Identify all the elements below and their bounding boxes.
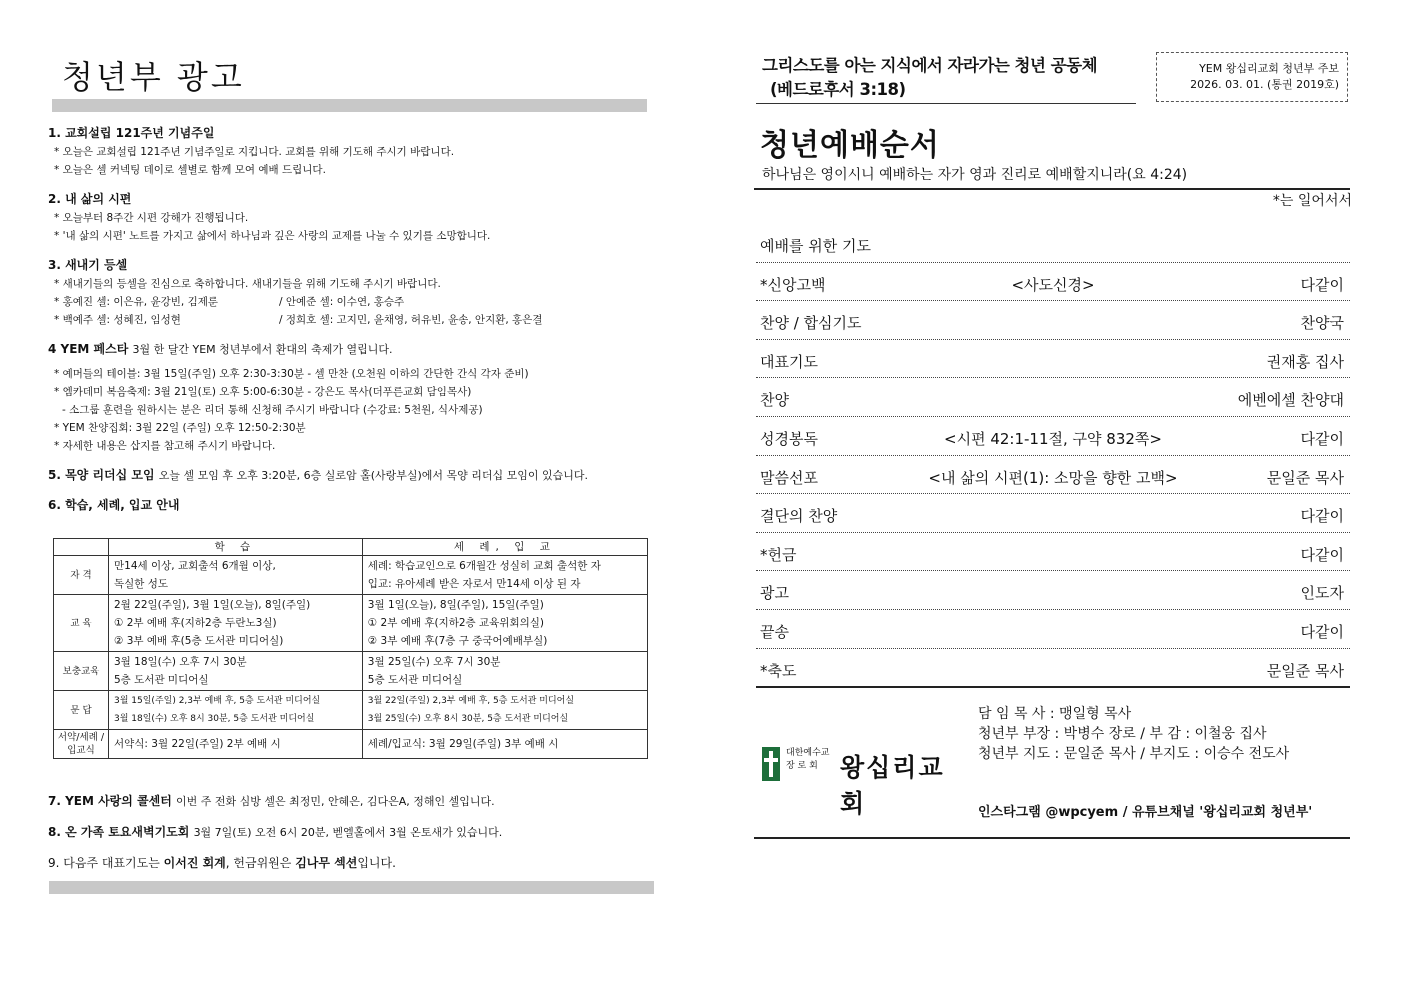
notice-item	[48, 256, 658, 329]
cell-baptism	[362, 730, 647, 759]
cell-line: ② 3부 예배 후(7층 구 중국어예배부실)	[367, 635, 548, 647]
slogan-text: 그리스도를 아는 지식에서 자라가는 청년 공동체	[762, 56, 1098, 75]
cell-learning	[109, 556, 363, 595]
order-item: 끝송	[760, 622, 789, 641]
notice-cell-pair	[48, 311, 658, 329]
staff-youth-head: 청년부 부장 : 박병수 장로 / 부 감 : 이철웅 집사	[978, 726, 1267, 742]
row-label: 자 격	[54, 556, 109, 595]
order-item: 말씀선포	[760, 468, 818, 487]
cell-learning	[109, 691, 363, 730]
logo-line-1: 대한예수교	[786, 748, 830, 758]
notice-title: 4 YEM 페스타	[48, 342, 129, 356]
notice-line: - 소그룹 훈련을 원하시는 분은 리더 통해 신청해 주시기 바랍니다 (수강료: 5천원, 식사제공)	[62, 404, 483, 416]
order-leader: 다같이	[1300, 545, 1344, 564]
stand-note: *는 일어서서	[1272, 193, 1352, 209]
notice-inline-text: 이번 주 전화 심방 셀은 최정민, 안혜은, 김다은A, 정해인 셀입니다.	[176, 795, 495, 808]
cell-baptism	[362, 691, 647, 730]
col-header-baptism: 세 례, 입 교	[362, 539, 647, 556]
table-row	[54, 652, 648, 691]
order-item: 찬양 / 합심기도	[760, 314, 862, 333]
order-verse: 하나님은 영이시니 예배하는 자가 영과 진리로 예배할지니라(요 4:24)	[762, 167, 1188, 183]
cell-line: 3월 1일(오늘), 8일(주일), 15일(주일)	[367, 599, 544, 611]
order-row	[756, 301, 1350, 340]
notice-title: 3. 새내기 등셀	[48, 258, 128, 272]
notice-9-pre: 9. 다음주 대표기도는	[48, 856, 164, 870]
bulletin-name: YEM 왕십리교회 청년부 주보	[1199, 62, 1339, 75]
order-item: 결단의 찬양	[760, 507, 838, 526]
page-title: 청년부 광고	[62, 58, 245, 96]
table-row	[54, 730, 648, 759]
notice-item	[48, 190, 658, 245]
notice-heading	[48, 466, 658, 485]
order-item: *축도	[760, 661, 797, 680]
staff-youth-guide: 청년부 지도 : 문일준 목사 / 부지도 : 이승수 전도사	[978, 746, 1290, 762]
notice-heading	[48, 823, 658, 842]
notice-heading	[48, 496, 658, 515]
notice-item	[48, 496, 658, 515]
cell-learning	[109, 595, 363, 652]
cell-baptism	[362, 652, 647, 691]
row-label: 보충교육	[54, 652, 109, 691]
church-logo	[762, 744, 960, 818]
cell-line: 3월 18일(수) 오후 8시 30분, 5층 도서관 미디어실	[114, 714, 315, 724]
bottom-divider	[49, 881, 654, 894]
cell-member-left: * 백예주 셀: 성혜진, 임성현	[54, 314, 181, 326]
cell-line: 3월 18일(수) 오후 7시 30분	[114, 656, 247, 668]
order-row	[756, 649, 1350, 689]
table-row	[54, 595, 648, 652]
order-item: 대표기도	[760, 352, 818, 371]
cell-line: ① 2부 예배 후(지하2층 교육위회의실)	[367, 617, 544, 629]
notice-9	[48, 854, 396, 871]
order-row	[756, 263, 1350, 302]
cell-baptism	[362, 556, 647, 595]
order-row	[756, 378, 1350, 417]
order-row	[756, 610, 1350, 649]
notice-title: 1. 교회설립 121주년 기념주일	[48, 126, 215, 140]
logo-line-2: 장 로 회	[786, 761, 818, 771]
cell-line: ① 2부 예배 후(지하2층 두란노3실)	[114, 617, 277, 629]
cell-line: 독실한 성도	[114, 578, 169, 590]
table-row	[54, 556, 648, 595]
order-row	[756, 224, 1350, 263]
order-detail: <시편 42:1-11절, 구약 832쪽>	[944, 429, 1162, 448]
order-row	[756, 571, 1350, 610]
notice-line: * 자세한 내용은 삽지를 참고해 주시기 바랍니다.	[54, 440, 276, 452]
order-item: *헌금	[760, 545, 797, 564]
baptism-info-table	[53, 538, 648, 759]
logo-denomination	[786, 747, 829, 773]
notice-heading	[48, 190, 658, 209]
title-divider	[52, 99, 647, 112]
cell-member-left: * 홍예진 셀: 이은유, 윤강빈, 김제룬	[54, 296, 219, 308]
order-item: 찬양	[760, 391, 789, 410]
cell-line: 2월 22일(주일), 3월 1일(오늘), 8일(주일)	[114, 599, 311, 611]
order-leader: 다같이	[1300, 429, 1344, 448]
cell-member-right: / 안예준 셀: 이수연, 홍승주	[279, 296, 405, 308]
notice-item	[48, 466, 658, 485]
notices-after-list	[48, 792, 658, 854]
order-leader: 에벤에셀 찬양대	[1237, 391, 1344, 410]
table-header-row	[54, 539, 648, 556]
bottom-rule	[754, 837, 1350, 839]
row-label: 문 답	[54, 691, 109, 730]
notice-9-offering: 김나무 섹션	[295, 856, 358, 870]
notice-line: * 예머들의 테이블: 3월 15일(주일) 오후 2:30-3:30분 - 셀 만찬 (오천원 이하의 간단한 간식 각자 준비)	[54, 368, 529, 380]
notice-inline-text: 3월 한 달간 YEM 청년부에서 환대의 축제가 열립니다.	[132, 343, 393, 356]
cell-line: 세례/입교식: 3월 29일(주일) 3부 예배 시	[367, 738, 559, 750]
notice-inline-text: 3월 7일(토) 오전 6시 20분, 벧엘홀에서 3월 온토새가 있습니다.	[193, 826, 503, 839]
notice-item	[48, 124, 658, 179]
notice-cell-pair	[48, 293, 658, 311]
slogan	[762, 54, 1097, 102]
row-label: 교 육	[54, 595, 109, 652]
cell-learning	[109, 730, 363, 759]
notice-title: 2. 내 삶의 시편	[48, 192, 132, 206]
cell-line: 서약식: 3월 22일(주일) 2부 예배 시	[114, 738, 281, 750]
cell-member-right: / 정희호 셀: 고지민, 윤채영, 허유빈, 윤송, 안지환, 홍은결	[279, 314, 543, 326]
notice-line: * 오늘은 교회설립 121주년 기념주일로 지킵니다. 교회를 위해 기도해 주시기 바랍니다.	[54, 146, 455, 158]
notice-title: 7. YEM 사랑의 콜센터	[48, 794, 172, 808]
order-item: 광고	[760, 584, 789, 603]
notice-title: 6. 학습, 세례, 입교 안내	[48, 498, 180, 512]
notice-line: * 엠카데미 복음축제: 3월 21일(토) 오후 5:00-6:30분 - 강은도 목사(더푸른교회 담임목사)	[54, 386, 472, 398]
order-leader: 다같이	[1300, 507, 1344, 526]
notice-title: 8. 온 가족 토요새벽기도회	[48, 825, 190, 839]
cell-baptism	[362, 595, 647, 652]
notice-inline-text: 오늘 셀 모임 후 오후 3:20분, 6층 실로암 홀(사랑부실)에서 목양 리더십 모임이 있습니다.	[158, 469, 589, 482]
order-leader: 인도자	[1300, 584, 1344, 603]
order-row	[756, 494, 1350, 533]
logo-church-name: 왕십리교회	[840, 753, 945, 818]
notice-heading	[48, 340, 658, 359]
col-header-learning: 학 습	[109, 539, 363, 556]
order-leader: 권재홍 집사	[1266, 352, 1344, 371]
order-leader: 문일준 목사	[1266, 661, 1344, 680]
order-item: 성경봉독	[760, 429, 818, 448]
order-row	[756, 533, 1350, 572]
notice-line: * '내 삶의 시편' 노트를 가지고 삶에서 하나님과 깊은 사랑의 교제를 나눌 수 있기를 소망합니다.	[54, 230, 491, 242]
order-leader: 문일준 목사	[1266, 468, 1344, 487]
order-leader: 다같이	[1300, 622, 1344, 641]
order-item: 예배를 위한 기도	[760, 237, 871, 255]
table-row	[54, 691, 648, 730]
cell-line: 세례: 학습교인으로 6개월간 성실히 교회 출석한 자	[367, 560, 601, 572]
worship-order-list	[756, 224, 1350, 688]
cell-line: 3월 25일(수) 오후 8시 30분, 5층 도서관 미디어실	[367, 714, 569, 724]
cell-line: ② 3부 예배 후(5층 도서관 미디어실)	[114, 635, 284, 647]
cell-line: 만14세 이상, 교회출석 6개월 이상,	[114, 560, 276, 572]
notice-heading	[48, 256, 658, 275]
notice-line: * 새내기들의 등셀을 진심으로 축하합니다. 새내기들을 위해 기도해 주시기 바랍니다.	[54, 278, 441, 290]
order-item: *신앙고백	[760, 275, 826, 294]
notice-9-mid: , 헌금위원은	[225, 856, 296, 870]
table-corner	[54, 539, 109, 556]
notice-9-prayer: 이서진 회계	[163, 856, 226, 870]
cell-line: 3월 15일(주일) 2,3부 예배 후, 5층 도서관 미디어실	[114, 696, 321, 706]
notice-heading	[48, 792, 658, 811]
bulletin-date: 2026. 03. 01. (통권 2019호)	[1190, 78, 1339, 91]
notice-9-post: 입니다.	[357, 856, 396, 870]
cell-line: 5층 도서관 미디어실	[114, 674, 209, 686]
bulletin-info-box	[1156, 52, 1348, 102]
notice-item	[48, 340, 658, 455]
cell-line: 3월 25일(수) 오후 7시 30분	[367, 656, 501, 668]
notice-title: 5. 목양 리더십 모임	[48, 468, 155, 482]
slogan-rule	[756, 103, 1136, 104]
staff-senior-pastor: 담 임 목 사 : 맹일형 목사	[978, 706, 1132, 722]
sns-info: 인스타그램 @wpcyem / 유튜브채널 '왕십리교회 청년부'	[978, 805, 1313, 820]
order-title: 청년예배순서	[760, 128, 940, 163]
cell-learning	[109, 652, 363, 691]
order-row	[756, 340, 1350, 379]
order-leader: 다같이	[1300, 275, 1344, 294]
cell-line: 5층 도서관 미디어실	[367, 674, 463, 686]
row-label: 서약/세례 /입교식	[54, 730, 109, 759]
notice-heading	[48, 124, 658, 143]
notice-line: * 오늘부터 8주간 시편 강해가 진행됩니다.	[54, 212, 249, 224]
order-row	[756, 417, 1350, 456]
order-leader: 찬양국	[1300, 314, 1344, 333]
notices-list	[48, 124, 658, 526]
staff-list	[978, 704, 1289, 764]
order-row	[756, 456, 1350, 495]
notice-line: * 오늘은 셀 커넥팅 데이로 셀별로 함께 모여 예배 드립니다.	[54, 164, 326, 176]
order-detail: <사도신경>	[1011, 275, 1095, 294]
cell-line: 3월 22일(주일) 2,3부 예배 후, 5층 도서관 미디어실	[367, 696, 575, 706]
cell-line: 입교: 유아세례 받은 자로서 만14세 이상 된 자	[367, 578, 581, 590]
notice-line: * YEM 찬양집회: 3월 22일 (주일) 오후 12:50-2:30분	[54, 422, 306, 434]
slogan-reference: (베드로후서 3:18)	[770, 80, 906, 99]
order-detail: <내 삶의 시편(1): 소망을 향한 고백>	[928, 468, 1178, 487]
